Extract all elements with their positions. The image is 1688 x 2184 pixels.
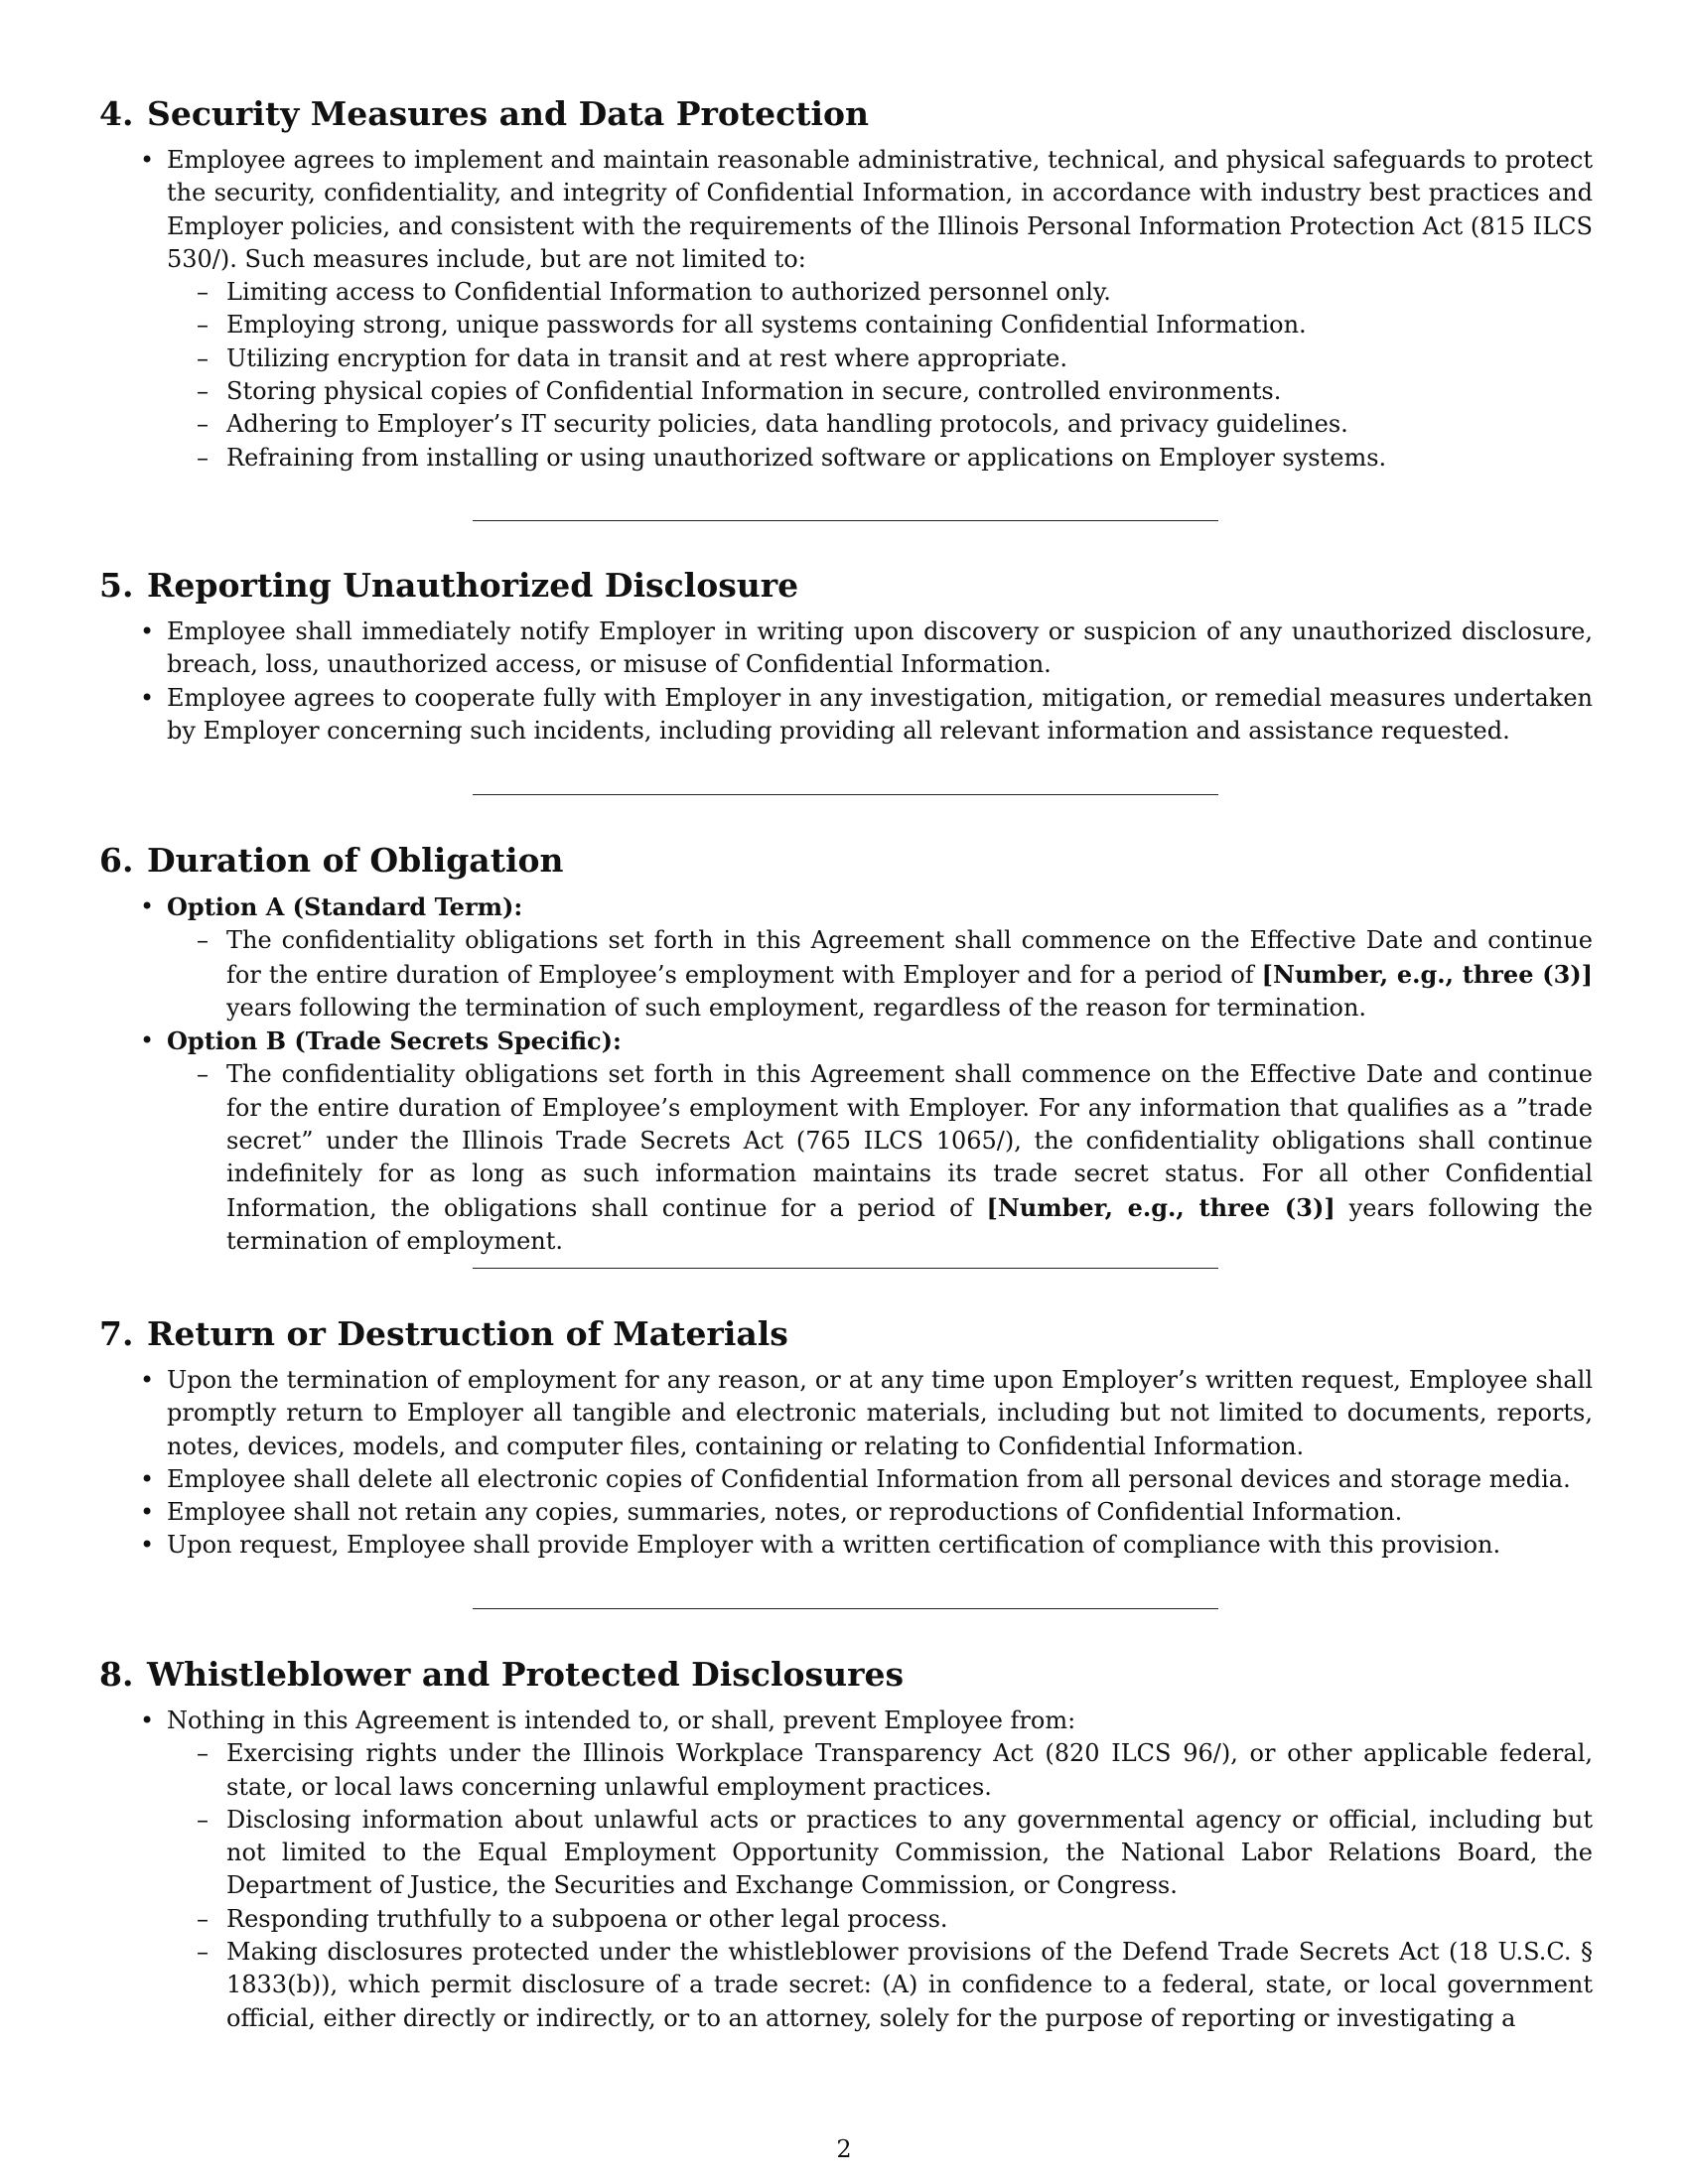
- section-heading: 5. Reporting Unauthorized Disclosure: [99, 566, 799, 605]
- section-heading: 6. Duration of Obligation: [99, 841, 564, 880]
- list-item: • Employee shall not retain any copies, summaries, notes, or reproductions of Confidential Information.: [167, 1496, 1593, 1529]
- sub-list-item: – The confidentiality obligations set forth in this Agreement shall commence on the Effective Date and continue for the entire duration of Employee’s employment with Employer. For any information that qualifies as a ”trade secret” under the Illinois Trade Secrets Act (765 ILCS 1065/), the confidentiality obligations shall continue indefinitely for as long as such information maintains its trade secret status. For all other Confidential Information, the obligations shall continue for a period of [Number, e.g., three (3)] years following the termination of employment.: [226, 1058, 1593, 1258]
- bullet-list: [99, 615, 1593, 748]
- sub-list-item: – Exercising rights under the Illinois Workplace Transparency Act (820 ILCS 96/), or other applicable federal, state, or local laws concerning unlawful employment practices.: [226, 1737, 1593, 1804]
- option-a-label: Option A (Standard Term):: [167, 892, 523, 921]
- list-item: • Upon request, Employee shall provide Employer with a written certification of compliance with this provision.: [167, 1529, 1593, 1562]
- section-heading: 8. Whistleblower and Protected Disclosures: [99, 1655, 905, 1694]
- bullet-list: [99, 1364, 1593, 1563]
- section-4: [99, 92, 1593, 475]
- list-item: • Employee agrees to cooperate fully with Employer in any investigation, mitigation, or remedial measures undertaken by Employer concerning such incidents, including providing all relevant information and assistance requested.: [167, 682, 1593, 749]
- sub-list-item: – Refraining from installing or using unauthorized software or applications on Employer systems.: [226, 442, 1593, 475]
- option-b-label: Option B (Trade Secrets Specific):: [167, 1026, 622, 1056]
- section-divider: [473, 794, 1218, 795]
- section-divider: [473, 1268, 1218, 1269]
- sub-list: [167, 924, 1593, 1024]
- section-8: [99, 1653, 1593, 2035]
- sub-list-item: – The confidentiality obligations set forth in this Agreement shall commence on the Effective Date and continue for the entire duration of Employee’s employment with Employer and for a period of [Number, e.g., three (3)] years following the termination of such employment, regardless of the reason for termination.: [226, 924, 1593, 1024]
- list-item: • Employee agrees to implement and maintain reasonable administrative, technical, and physical safeguards to protect the security, confidentiality, and integrity of Confidential Information, in accordance with industry best practices and Employer policies, and consistent with the requirements of the Illinois Personal Information Protection Act (815 ILCS 530/). Such measures include, but are not limited to: – Limiting access to Confidential Information to authorized personnel only. – Employing strong, unique passwords for all systems containing Confidential Information. – Utilizing encryption for data in transit and at rest where appropriate. – Storing physical copies of Confidential Information in secure, controlled environments. – Adhering to Employer’s IT security policies, data handling protocols, and privacy guidelines. – Refraining from installing or using unauthorized software or applications on Employer systems.: [167, 144, 1593, 475]
- section-heading: 7. Return or Destruction of Materials: [99, 1314, 788, 1353]
- list-item: • Employee shall immediately notify Employer in writing upon discovery or suspicion of any unauthorized disclosure, breach, loss, unauthorized access, or misuse of Confidential Information.: [167, 615, 1593, 682]
- page-number: 2: [836, 2135, 852, 2163]
- sub-list-item: – Responding truthfully to a subpoena or other legal process.: [226, 1903, 1593, 1936]
- section-heading: 4. Security Measures and Data Protection: [99, 94, 870, 133]
- sub-list-item: – Disclosing information about unlawful acts or practices to any governmental agency or official, including but not limited to the Equal Employment Opportunity Commission, the National Labor Relations Board, the Department of Justice, the Securities and Exchange Commission, or Congress.: [226, 1804, 1593, 1903]
- sub-list-item: – Making disclosures protected under the whistleblower provisions of the Defend Trade Secrets Act (18 U.S.C. § 1833(b)), which permit disclosure of a trade secret: (A) in confidence to a federal, state, or local government official, either directly or indirectly, or to an attorney, solely for the purpose of reporting or investigating a: [226, 1936, 1593, 2035]
- sub-list-item: – Limiting access to Confidential Information to authorized personnel only.: [226, 276, 1593, 309]
- list-item: [167, 1024, 1593, 1258]
- bullet-list: [99, 144, 1593, 475]
- placeholder-term: [Number, e.g., three (3)]: [986, 1192, 1336, 1222]
- sub-list-item: – Utilizing encryption for data in transit and at rest where appropriate.: [226, 342, 1593, 375]
- list-item: • Employee shall delete all electronic copies of Confidential Information from all personal devices and storage media.: [167, 1463, 1593, 1496]
- list-item: [167, 890, 1593, 1024]
- sub-list-item: – Employing strong, unique passwords for all systems containing Confidential Information.: [226, 309, 1593, 341]
- list-item: • Nothing in this Agreement is intended to, or shall, prevent Employee from: – Exercising rights under the Illinois Workplace Transparency Act (820 ILCS 96/), or other applicable federal, state, or local laws concerning unlawful employment practices. – Disclosing information about unlawful acts or practices to any governmental agency or official, including but not limited to the Equal Employment Opportunity Commission, the National Labor Relations Board, the Department of Justice, the Securities and Exchange Commission, or Congress. – Responding truthfully to a subpoena or other legal process. – Making disclosures protected under the whistleblower provisions of the Defend Trade Secrets Act (18 U.S.C. § 1833(b)), which permit disclosure of a trade secret: (A) in confidence to a federal, state, or local government official, either directly or indirectly, or to an attorney, solely for the purpose of reporting or investigating a: [167, 1705, 1593, 2035]
- bullet-list: [99, 1705, 1593, 2035]
- sub-list: [167, 1737, 1593, 2035]
- sub-list: [167, 276, 1593, 475]
- section-7: [99, 1312, 1593, 1563]
- sub-list-item: – Storing physical copies of Confidential Information in secure, controlled environments.: [226, 375, 1593, 408]
- sub-list-item: – Adhering to Employer’s IT security policies, data handling protocols, and privacy guidelines.: [226, 408, 1593, 441]
- section-divider: [473, 1608, 1218, 1609]
- section-6: [99, 839, 1593, 1258]
- list-item: • Upon the termination of employment for any reason, or at any time upon Employer’s written request, Employee shall promptly return to Employer all tangible and electronic materials, including but not limited to documents, reports, notes, devices, models, and computer files, containing or relating to Confidential Information.: [167, 1364, 1593, 1463]
- placeholder-term: [Number, e.g., three (3)]: [1261, 959, 1593, 989]
- section-5: [99, 564, 1593, 748]
- sub-list: [167, 1058, 1593, 1258]
- section-divider: [473, 520, 1218, 521]
- bullet-list: [99, 890, 1593, 1258]
